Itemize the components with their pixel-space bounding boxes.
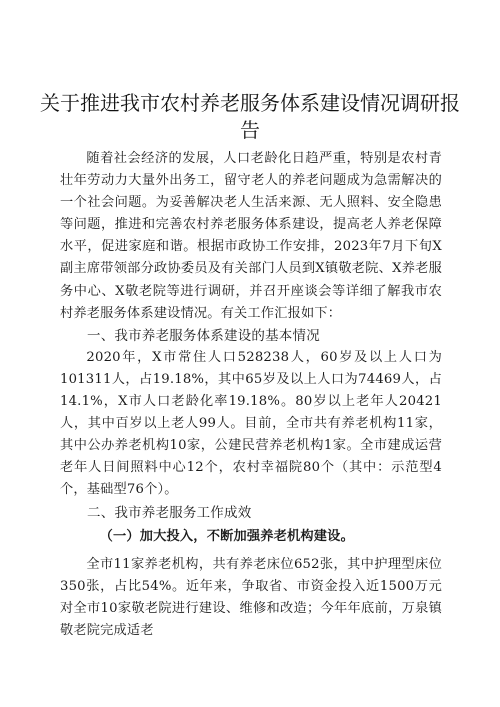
document-title: 关于推进我市农村养老服务体系建设情况调研报告 — [40, 91, 460, 142]
document-body — [60, 148, 442, 642]
intro-paragraph: 随着社会经济的发展，人口老龄化日趋严重，特别是农村青壮年劳动力大量外出务工，留守老人的养老问题成为急需解决的一个社会问题。为妥善解决老人生活来源、无人照料、安全隐患等问题，推进和完善农村养老服务体系建设，提高老人养老保障水平，促进家庭和谐。根据市政协工作安排，2023年7月下旬X副主席带领部分政协委员及有关部门人员到X镇敬老院、X养老服务中心、X敬老院等进行调研，并召开座谈会等详细了解我市农村养老服务体系建设情况。有关工作汇报如下： — [60, 151, 442, 321]
section2-heading: 二、我市养老服务工作成效 — [87, 504, 252, 521]
section1-paragraph: 2020年，X市常住人口528238人，60岁及以上人口为101311人，占19.18%，其中65岁及以上人口为74469人，占14.1%，X市人口老龄化率19.18%。80岁以上老年人20421人，其中百岁以上老人99人。目前，全市共有养老机构11家，其中公办养老机构10家，公建民营养老机构1家。全市建成运营老年人日间照料中心12个，农村幸福院80个（其中：示范型4个，基础型76个）。 — [60, 349, 442, 498]
subsection1-heading: （一）加大投入，不断加强养老机构建设。 — [99, 528, 354, 544]
section1-heading: 一、我市养老服务体系建设的基本情况 — [87, 327, 320, 344]
subsection1-paragraph: 全市11家养老机构，共有养老床位652张，其中护理型床位350张，占比54%。近年来，争取省、市资金投入近1500万元对全市10家敬老院进行建设、维修和改造；今年年底前，万泉镇敬老院完成适老 — [60, 556, 442, 638]
